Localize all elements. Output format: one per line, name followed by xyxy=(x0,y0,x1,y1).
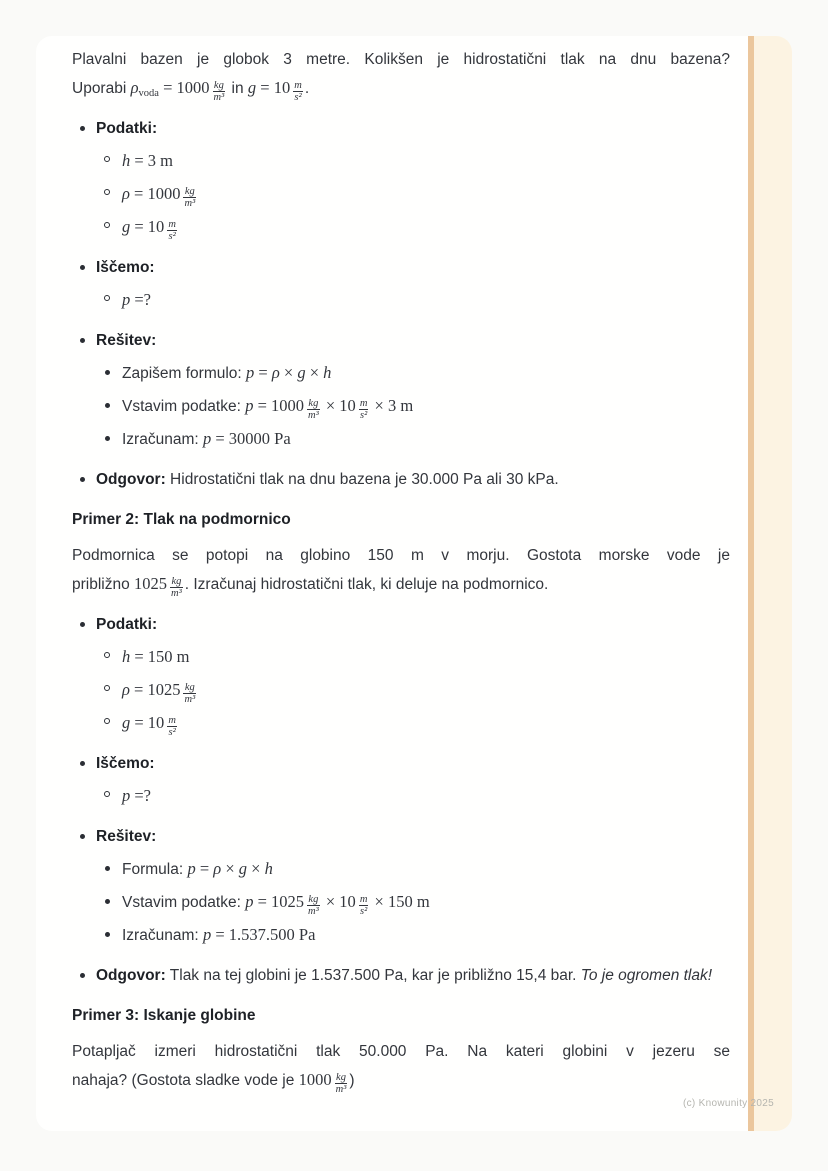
example1-solution-list xyxy=(72,115,730,494)
copyright-note: (c) Knowunity 2025 xyxy=(682,1098,774,1109)
math-expression: p =? xyxy=(122,786,152,805)
statement-line xyxy=(72,1038,730,1066)
seek-item xyxy=(122,285,730,315)
statement-text: nahaja? (Gostota sladke vode je xyxy=(72,1072,299,1089)
podatki-label: Podatki: xyxy=(96,120,158,137)
answer-text: Tlak na tej globini je 1.537.500 Pa, kar je približno 15,4 bar. xyxy=(165,967,581,984)
statement-line xyxy=(72,46,730,74)
solution-step xyxy=(122,424,730,454)
data-item xyxy=(122,212,730,242)
example1-statement xyxy=(72,46,730,103)
data-item xyxy=(122,179,730,209)
math-expression: g = 10 $\frac{m}{\text{s²}}$ xyxy=(122,217,176,242)
statement-text: ) xyxy=(349,1072,355,1089)
iscemo-label: Iščemo: xyxy=(96,259,155,276)
math-expression: g = 10 $\frac{m}{\text{s²}}$ xyxy=(247,78,302,103)
math-expression: 1025 $\frac{kg}{\text{m³}}$ xyxy=(134,574,182,599)
statement-text: približno xyxy=(72,576,135,593)
odgovor-label: Odgovor: xyxy=(96,967,166,984)
iscemo-items xyxy=(96,285,730,315)
math-expression: ρvoda = 1000 $\frac{kg}{\text{m³}}$ xyxy=(130,78,225,103)
math-expression: ρ = 1025 $\frac{kg}{\text{m³}}$ xyxy=(122,680,196,705)
data-item xyxy=(122,708,730,738)
data-item xyxy=(122,675,730,705)
statement-text: Plavalni bazen je globok 3 metre. Kolikšen je hidrostatični tlak na dnu bazena? xyxy=(72,51,730,68)
step-label: Izračunam: xyxy=(122,431,203,448)
example3-statement xyxy=(72,1038,730,1095)
math-expression: ρ = 1000 $\frac{kg}{\text{m³}}$ xyxy=(122,184,196,209)
math-expression: h = 3 m xyxy=(122,151,174,170)
answer-text: Hidrostatični tlak na dnu bazena je 30.000 Pa ali 30 kPa. xyxy=(165,471,559,488)
statement-text: . xyxy=(304,80,310,97)
page-accent-band xyxy=(748,36,792,1131)
math-expression: p = ρ × g × h xyxy=(246,363,332,382)
statement-line xyxy=(72,74,730,103)
step-label: Zapišem formulo: xyxy=(122,365,247,382)
iscemo-items xyxy=(96,781,730,811)
statement-text: Potapljač izmeri hidrostatični tlak 50.000 Pa. Na kateri globini v jezeru se xyxy=(72,1043,730,1060)
resitev-label: Rešitev: xyxy=(96,828,157,845)
solution-step xyxy=(122,887,730,917)
math-expression: p = 1025 $\frac{kg}{\text{m³}}$ × 10 $\frac{m}{\text{s²}}$ × 150 m xyxy=(245,892,430,917)
data-item xyxy=(122,146,730,176)
document-card xyxy=(36,36,792,1131)
example2-statement xyxy=(72,542,730,599)
statement-line xyxy=(72,542,730,570)
solution-step xyxy=(122,854,730,884)
iscemo-label: Iščemo: xyxy=(96,755,155,772)
odgovor-label: Odgovor: xyxy=(96,471,166,488)
podatki-items xyxy=(96,642,730,738)
answer-emphasis-text: To je ogromen tlak! xyxy=(580,967,713,984)
podatki-label: Podatki: xyxy=(96,616,158,633)
podatki-items xyxy=(96,146,730,242)
math-expression: p = 30000 Pa xyxy=(202,429,291,448)
math-expression: p = 1000 $\frac{kg}{\text{m³}}$ × 10 $\frac{m}{\text{s²}}$ × 3 m xyxy=(245,396,414,421)
document-content xyxy=(72,46,730,1107)
solution-step xyxy=(122,920,730,950)
odgovor-item xyxy=(96,962,730,990)
resitev-steps xyxy=(96,854,730,950)
resitev-group xyxy=(96,823,730,950)
math-expression: p = 1.537.500 Pa xyxy=(202,925,316,944)
resitev-steps xyxy=(96,358,730,454)
data-item xyxy=(122,642,730,672)
math-expression: p = ρ × g × h xyxy=(187,859,273,878)
odgovor-item xyxy=(96,466,730,494)
step-label: Izračunam: xyxy=(122,927,203,944)
example2-solution-list xyxy=(72,611,730,990)
step-label: Vstavim podatke: xyxy=(122,398,246,415)
example3-heading: Primer 3: Iskanje globine xyxy=(72,1007,256,1024)
example2-heading: Primer 2: Tlak na podmornico xyxy=(72,511,291,528)
math-expression: g = 10 $\frac{m}{\text{s²}}$ xyxy=(122,713,176,738)
math-expression: p =? xyxy=(122,290,152,309)
seek-item xyxy=(122,781,730,811)
math-expression: 1000 $\frac{kg}{\text{m³}}$ xyxy=(298,1070,347,1095)
iscemo-group xyxy=(96,254,730,315)
statement-text: in xyxy=(227,80,248,97)
resitev-label: Rešitev: xyxy=(96,332,157,349)
statement-text: . Izračunaj hidrostatični tlak, ki deluje na podmornico. xyxy=(184,576,549,593)
statement-line xyxy=(72,1066,730,1095)
step-label: Vstavim podatke: xyxy=(122,894,246,911)
step-label: Formula: xyxy=(122,861,188,878)
math-expression: h = 150 m xyxy=(122,647,190,666)
podatki-group xyxy=(96,611,730,738)
statement-line xyxy=(72,570,730,599)
solution-step xyxy=(122,358,730,388)
iscemo-group xyxy=(96,750,730,811)
podatki-group xyxy=(96,115,730,242)
statement-text: Podmornica se potopi na globino 150 m v morju. Gostota morske vode je xyxy=(72,547,730,564)
statement-text: Uporabi xyxy=(72,80,131,97)
solution-step xyxy=(122,391,730,421)
resitev-group xyxy=(96,327,730,454)
